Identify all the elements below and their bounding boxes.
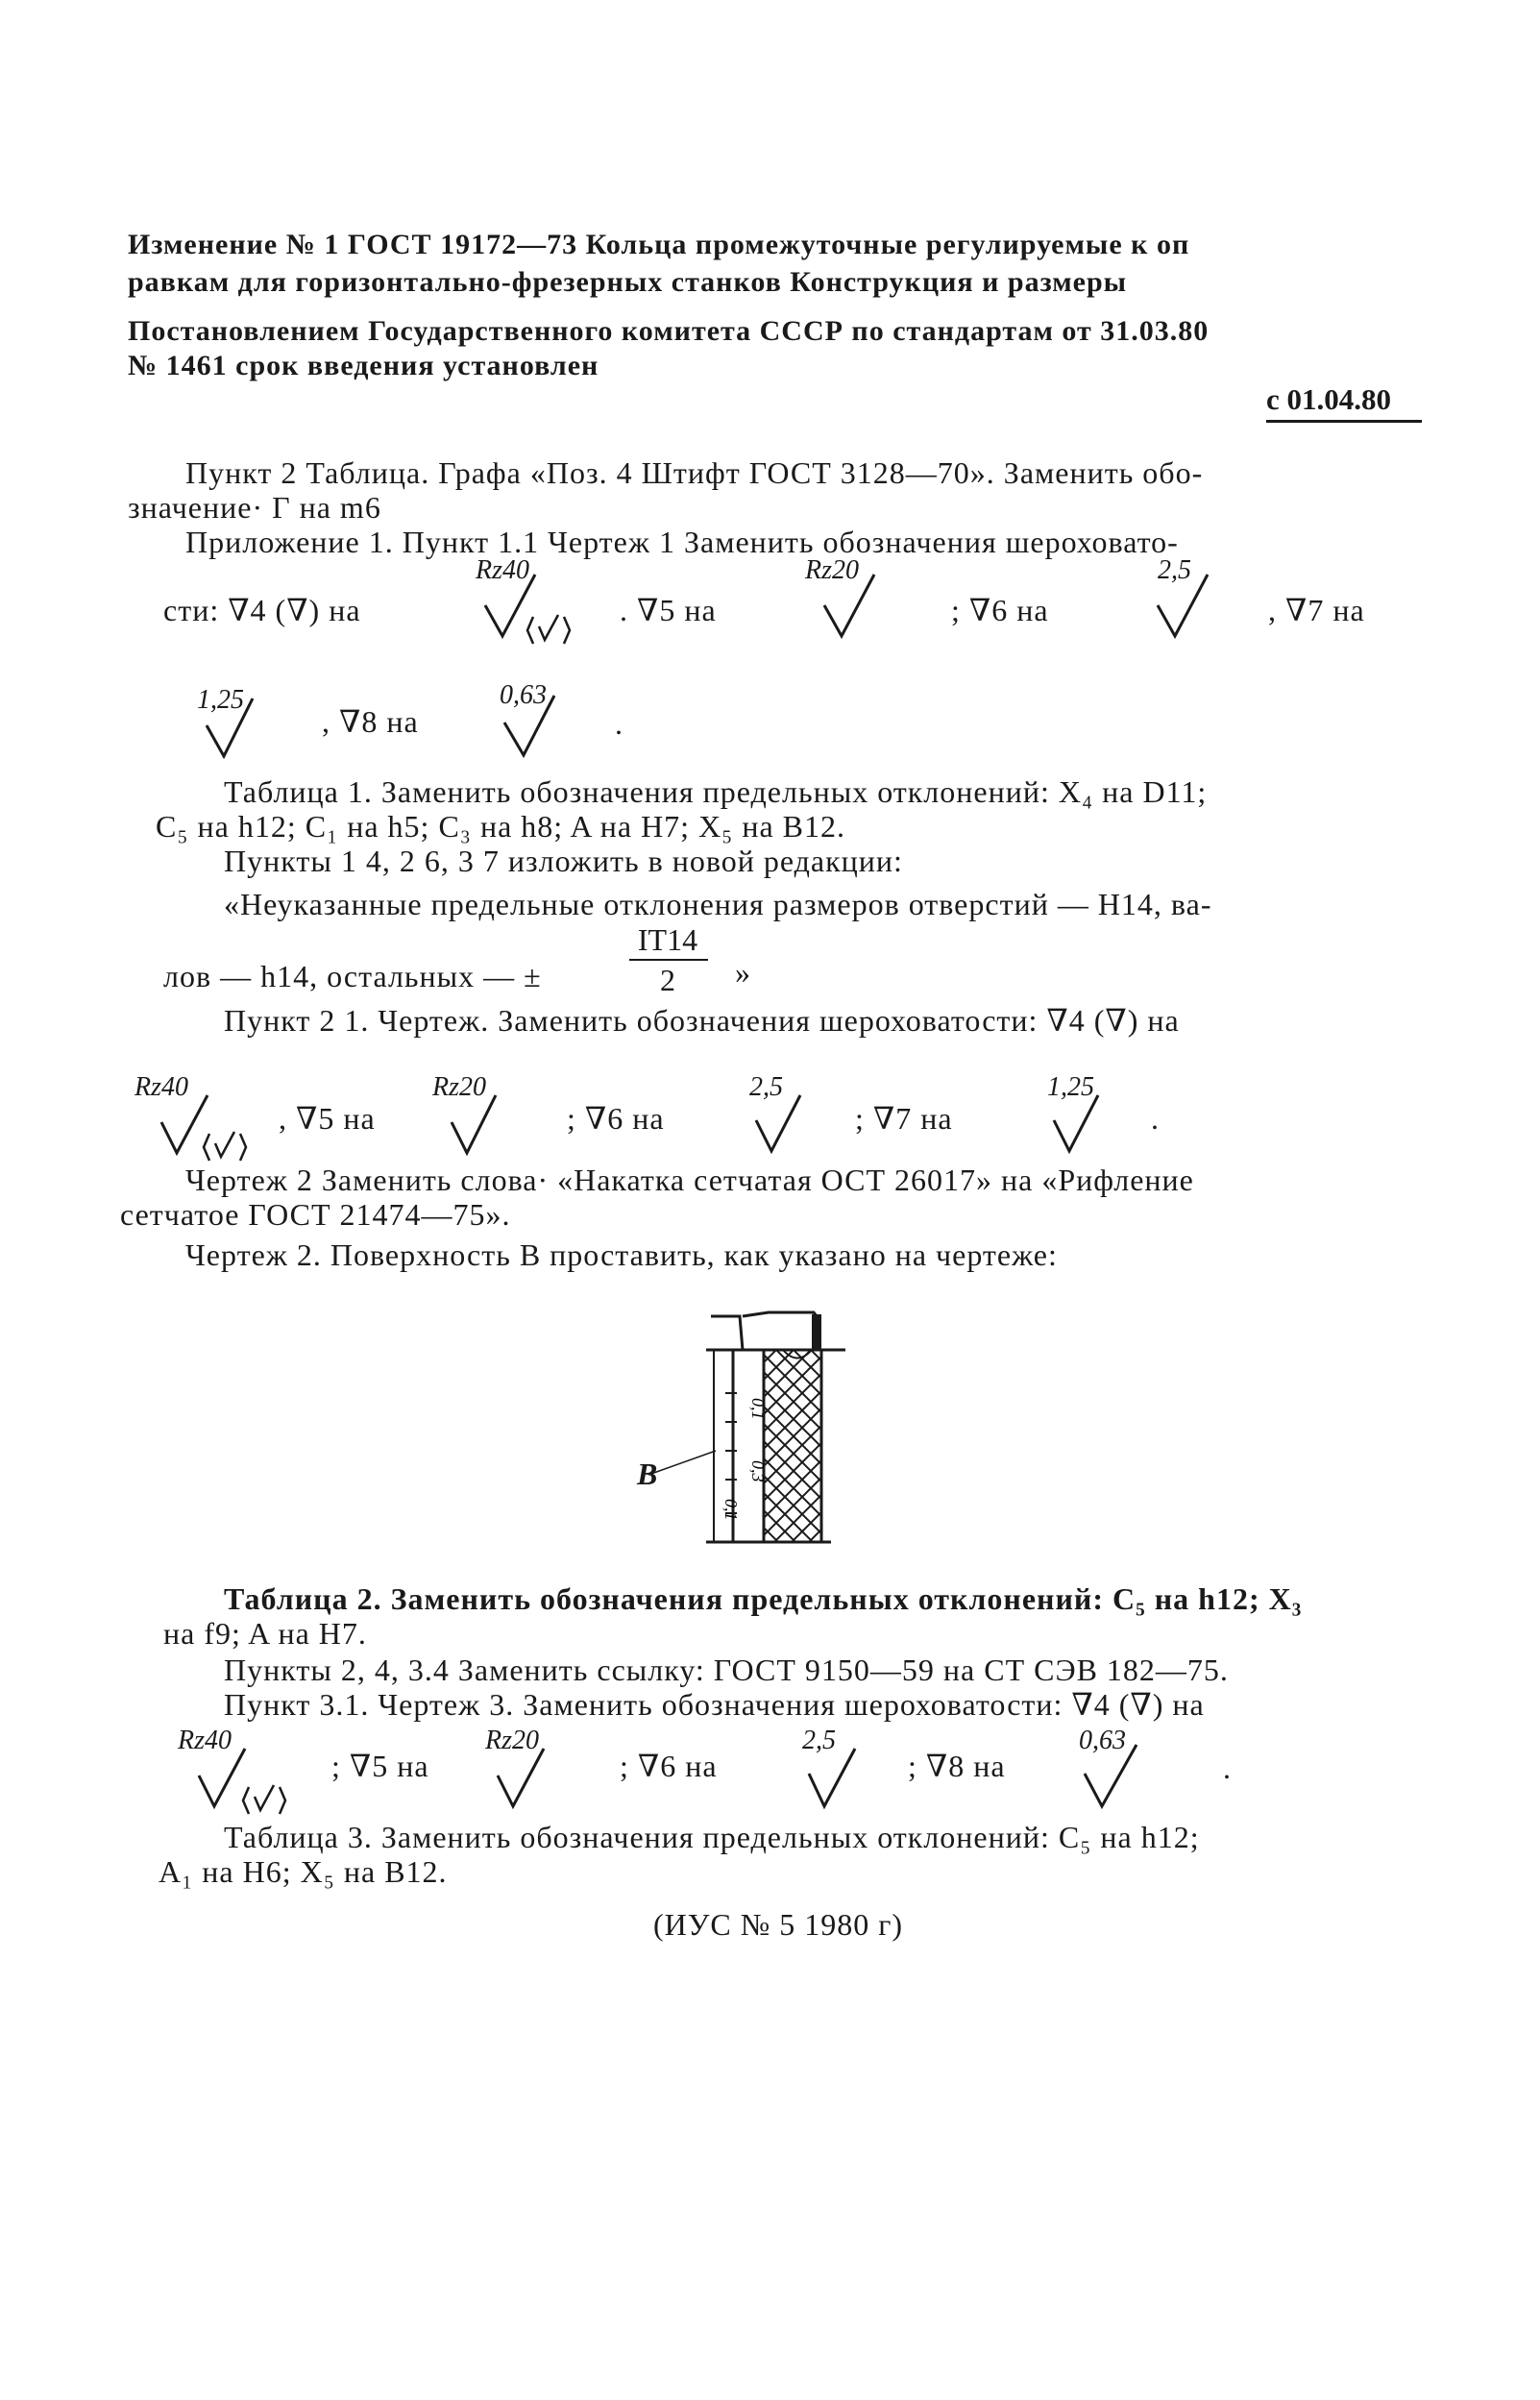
roughness-symbol-2-5: 2,5 <box>745 1074 821 1161</box>
roughness-symbol-rz20: Rz20 <box>432 1074 509 1161</box>
p7-line-1: Таблица 2. Заменить обозначения предельных отклонений: C₅ на h12; X₃ <box>224 1581 1303 1616</box>
p2-row1-mid-3: , ∇7 на <box>1268 593 1365 627</box>
roughness-symbol-1-25: 1,25 <box>197 687 274 764</box>
p2-row1-mid-1: . ∇5 на <box>620 593 717 627</box>
p2-row2-end: . <box>615 706 623 741</box>
roughness-symbol-rz20: Rz20 <box>805 557 882 644</box>
roughness-symbol-2-5: 2,5 <box>1148 557 1225 644</box>
header-line-2: равкам для горизонтально-фрезерных станков Конструкция и размеры <box>128 266 1128 298</box>
header-line-4: № 1461 срок введения установлен <box>128 350 599 381</box>
p8-line-2: A₁ на H6; X₅ на B12. <box>159 1854 448 1889</box>
p7-mid-3: ; ∇8 на <box>908 1749 1006 1783</box>
p7-mid-1: ; ∇5 на <box>331 1749 429 1783</box>
p1-line-2: значение· Г на m6 <box>128 490 381 525</box>
technical-drawing <box>629 1307 898 1556</box>
p7-end: . <box>1223 1751 1232 1785</box>
p6-line-2: сетчатое ГОСТ 21474—75». <box>120 1197 511 1232</box>
dim-label-1: 0,1 <box>748 1398 768 1420</box>
roughness-symbol-rz40-paren: Rz40 <box>178 1727 312 1814</box>
p2-row1-mid-2: ; ∇6 на <box>951 593 1049 627</box>
p3-line-2: C₅ на h12; C₁ на h5; C₃ на h8; A на H7; X₅ на B12. <box>156 809 845 844</box>
fraction-numerator: IT14 <box>637 922 698 957</box>
p7-mid-2: ; ∇6 на <box>620 1749 718 1783</box>
p4-line-3-end: » <box>735 955 751 990</box>
roughness-symbol-1-25: 1,25 <box>1042 1074 1119 1161</box>
dim-label-3: 0,1 <box>721 1499 741 1521</box>
p2-row1-start: сти: ∇4 (∇) на <box>163 593 361 627</box>
p5-mid-1: , ∇5 на <box>279 1101 376 1136</box>
p4-line-3-start: лов — h14, остальных — ± <box>163 959 542 993</box>
p6-line-1: Чертеж 2 Заменить слова· «Накатка сетчатая ОСТ 26017» на «Рифление <box>185 1163 1194 1197</box>
p7-line-2: на f9; A на H7. <box>163 1616 367 1651</box>
effective-date: с 01.04.80 <box>1266 382 1392 416</box>
header-line-1: Изменение № 1 ГОСТ 19172—73 Кольца промежуточные регулируемые к оп <box>128 229 1190 260</box>
p7-line-3: Пункты 2, 4, 3.4 Заменить ссылку: ГОСТ 9150—59 на СТ СЭВ 182—75. <box>224 1653 1229 1687</box>
roughness-symbol-rz20: Rz20 <box>480 1727 557 1814</box>
p7-line-4: Пункт 3.1. Чертеж 3. Заменить обозначения шероховатости: ∇4 (∇) на <box>224 1687 1205 1722</box>
p2-row2-mid: , ∇8 на <box>322 704 419 739</box>
roughness-symbol-0-63: 0,63 <box>1071 1727 1158 1814</box>
roughness-symbol-rz40-paren: Rz40 <box>476 557 591 644</box>
p4-line-2: «Неуказанные предельные отклонения размеров отверстий — H14, ва- <box>224 887 1212 921</box>
date-underline <box>1266 420 1422 423</box>
header-line-3: Постановлением Государственного комитета СССР по стандартам от 31.03.80 <box>128 315 1210 347</box>
p6-line-3: Чертеж 2. Поверхность В проставить, как указано на чертеже: <box>185 1237 1058 1272</box>
fraction-bar <box>629 959 708 961</box>
p1-line-1: Пункт 2 Таблица. Графа «Поз. 4 Штифт ГОСТ 3128—70». Заменить обо- <box>185 455 1204 490</box>
p5-mid-3: ; ∇7 на <box>855 1101 953 1136</box>
p5-line-1: Пункт 2 1. Чертеж. Заменить обозначения шероховатости: ∇4 (∇) на <box>224 1003 1180 1038</box>
p8-line-1: Таблица 3. Заменить обозначения предельных отклонений: C₅ на h12; <box>224 1820 1200 1854</box>
p5-mid-2: ; ∇6 на <box>567 1101 665 1136</box>
roughness-symbol-0-63: 0,63 <box>495 682 572 764</box>
p5-end: . <box>1151 1101 1160 1136</box>
fraction-denominator: 2 <box>660 963 675 997</box>
p3-line-1: Таблица 1. Заменить обозначения предельных отклонений: X₄ на D11; <box>224 774 1208 809</box>
source-reference: (ИУС № 5 1980 г) <box>653 1907 904 1942</box>
surface-label-b: В <box>637 1457 658 1491</box>
p2-line-1: Приложение 1. Пункт 1.1 Чертеж 1 Заменить обозначения шероховато- <box>185 525 1179 559</box>
roughness-symbol-rz40-paren: Rz40 <box>134 1074 259 1161</box>
dim-label-2: 0,3 <box>748 1460 768 1482</box>
roughness-symbol-2-5: 2,5 <box>797 1727 874 1814</box>
p4-line-1: Пункты 1 4, 2 6, 3 7 изложить в новой редакции: <box>224 844 903 878</box>
